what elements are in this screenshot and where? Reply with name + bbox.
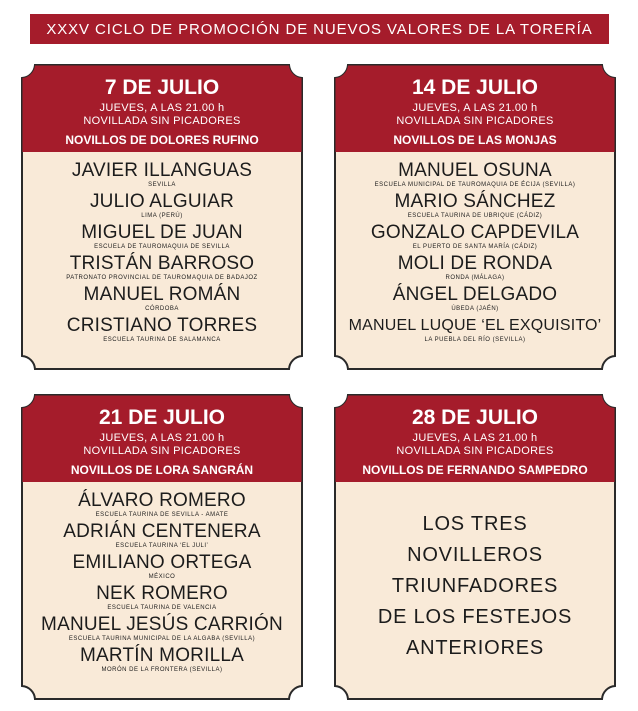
event-bulls: NOVILLOS DE LAS MONJAS [393,133,557,147]
fighter-entry [21,315,303,346]
fighter-name: GONZALO CAPDEVILA [370,222,580,243]
event-date: 28 DE JULIO [411,406,539,429]
cycle-title-banner [30,14,609,44]
event-date: 14 DE JULIO [411,76,539,99]
fighter-entry [21,645,303,676]
fighter-entry [21,222,303,253]
fighter-origin: SEVILLA [148,182,176,188]
fighter-origin: ESCUELA TAURINA ‘EL JULI’ [115,543,209,549]
event-card-14-julio [334,64,616,370]
fighter-entry [334,315,616,346]
fighter-name: MANUEL ROMÁN [83,284,241,305]
event-date: 21 DE JULIO [98,406,226,429]
event-time: JUEVES, A LAS 21.00 h [99,432,225,444]
event-card-21-julio [21,394,303,700]
event-time: JUEVES, A LAS 21.00 h [412,102,538,114]
fighter-origin: EL PUERTO DE SANTA MARÍA (CÁDIZ) [412,244,538,250]
announcement-line: DE LOS FESTEJOS [377,606,573,628]
event-card-7-julio [21,64,303,370]
event-card-28-julio [334,394,616,700]
fighter-entry [21,490,303,521]
fighter-name: JULIO ALGUIAR [89,191,235,212]
fighter-origin: CÓRDOBA [145,306,179,312]
fighter-list [334,160,616,346]
event-type: NOVILLADA SIN PICADORES [396,445,554,457]
fighter-list [21,160,303,346]
fighter-entry [21,253,303,284]
fighter-entry [21,191,303,222]
fighter-origin: RONDA (MÁLAGA) [445,275,505,281]
fighter-entry [21,284,303,315]
event-bulls: NOVILLOS DE LORA SANGRÁN [70,463,254,477]
event-time: JUEVES, A LAS 21.00 h [99,102,225,114]
fighter-origin: MÉXICO [148,574,176,580]
fighter-entry [334,253,616,284]
fighter-name: NEK ROMERO [96,583,228,604]
fighter-list [21,490,303,676]
announcement-line: LOS TRES [422,513,528,535]
announcement-line: NOVILLEROS [407,544,543,566]
fighter-origin: ESCUELA TAURINA DE UBRIQUE (CÁDIZ) [407,213,543,219]
fighter-origin: LA PUEBLA DEL RÍO (SEVILLA) [424,337,526,343]
event-type: NOVILLADA SIN PICADORES [83,445,241,457]
fighter-name: JAVIER ILLANGUAS [71,160,253,181]
fighter-name: MANUEL JESÚS CARRIÓN [41,614,283,635]
fighter-entry [334,160,616,191]
fighter-name: ADRIÁN CENTENERA [63,521,261,542]
fighter-name: MANUEL OSUNA [398,160,552,181]
fighter-name: ÁNGEL DELGADO [392,284,558,305]
fighter-name: MANUEL LUQUE ‘EL EXQUISITO’ [348,317,602,334]
event-date: 7 DE JULIO [104,76,220,99]
fighter-name: CRISTIANO TORRES [66,315,258,336]
fighter-entry [334,284,616,315]
announcement-line: ANTERIORES [405,637,545,659]
fighter-entry [21,160,303,191]
fighter-name: MOLI DE RONDA [397,253,553,274]
fighter-origin: ESCUELA DE TAUROMAQUIA DE SEVILLA [94,244,230,250]
fighter-origin: PATRONATO PROVINCIAL DE TAUROMAQUIA DE BADAJOZ [66,275,258,281]
fighter-name: ÁLVARO ROMERO [78,490,246,511]
fighter-entry [334,222,616,253]
fighter-origin: ESCUELA MUNICIPAL DE TAUROMAQUIA DE ÉCIJA (SEVILLA) [374,182,576,188]
fighter-origin: LIMA (PERÚ) [141,213,183,219]
fighter-origin: ÚBEDA (JAÉN) [451,306,499,312]
fighters-announcement [334,509,616,664]
fighter-origin: MORÓN DE LA FRONTERA (SEVILLA) [101,667,223,673]
fighter-entry [21,583,303,614]
card-header [334,394,616,482]
fighter-entry [21,521,303,552]
fighter-origin: ESCUELA TAURINA MUNICIPAL DE LA ALGABA (SEVILLA) [68,636,256,642]
fighter-name: MARIO SÁNCHEZ [394,191,556,212]
fighter-entry [334,191,616,222]
event-time: JUEVES, A LAS 21.00 h [412,432,538,444]
fighter-name: MIGUEL DE JUAN [81,222,243,243]
fighter-entry [21,614,303,645]
event-bulls: NOVILLOS DE DOLORES RUFINO [65,133,259,147]
announcement-line: TRIUNFADORES [391,575,559,597]
event-type: NOVILLADA SIN PICADORES [83,115,241,127]
event-type: NOVILLADA SIN PICADORES [396,115,554,127]
event-bulls: NOVILLOS DE FERNANDO SAMPEDRO [362,463,588,477]
card-header [21,394,303,482]
card-header [334,64,616,152]
fighter-entry [21,552,303,583]
card-header [21,64,303,152]
cycle-title: XXXV CICLO DE PROMOCIÓN DE NUEVOS VALORES DE LA TORERÍA [46,20,593,38]
fighter-name: TRISTÁN BARROSO [69,253,255,274]
fighter-origin: ESCUELA TAURINA DE SALAMANCA [103,337,221,343]
fighter-origin: ESCUELA TAURINA DE SEVILLA - AMATE [95,512,229,518]
fighter-name: EMILIANO ORTEGA [72,552,252,573]
fighter-origin: ESCUELA TAURINA DE VALENCIA [107,605,217,611]
fighter-name: MARTÍN MORILLA [80,645,244,666]
